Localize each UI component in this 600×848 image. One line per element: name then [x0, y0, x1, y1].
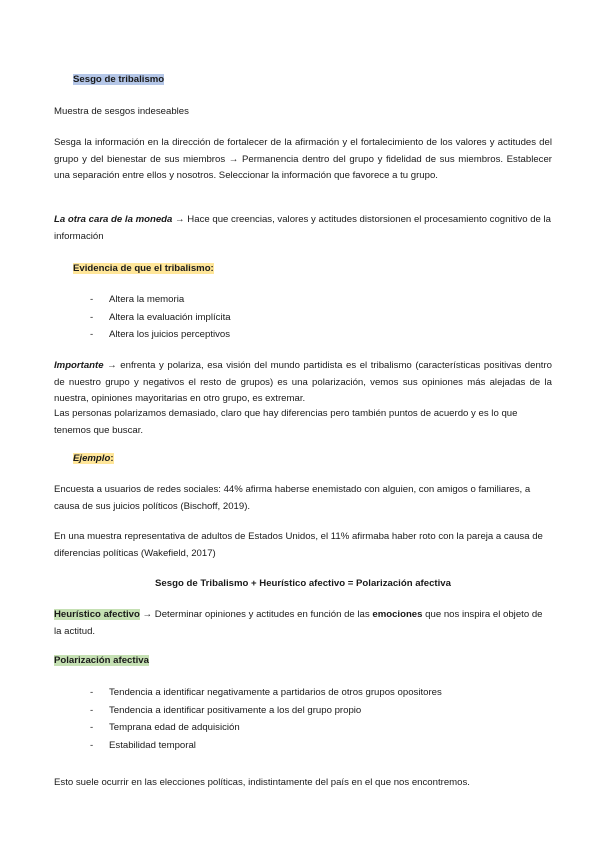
heuristic-text-a: → Determinar opiniones y actitudes en función de las	[139, 609, 373, 620]
list-item: - Tendencia a identificar negativamente a partidarios de otros grupos opositores	[54, 684, 552, 702]
list-item: - Tendencia a identificar positivamente a los del grupo propio	[54, 702, 552, 720]
example-paragraph-1: Encuesta a usuarios de redes sociales: 44% afirma haberse enemistado con alguien, con amigos o familiares, a causa de sus juicios políticos (Bischoff, 2019).	[54, 484, 531, 512]
list-item: - Altera la evaluación implícita	[54, 309, 552, 327]
intro-paragraph: Sesga la información en la dirección de fortalecer de la afirmación y el fortalecimiento de los valores y actitudes del grupo y del bienestar de sus miembros → Permanencia dentro del grupo y fidelidad de sus miembros. Establecer una separación entre ellos y nosotros. Seleccionar la información que favorece a tu grupo.	[54, 137, 552, 181]
example-colon: :	[110, 453, 114, 464]
example-paragraph-2: En una muestra representativa de adultos de Estados Unidos, el 11% afirmaba haber roto con la pareja a causa de diferencias políticas (Wakefield, 2017)	[54, 531, 543, 559]
list-item: - Altera los juicios perceptivos	[54, 326, 552, 344]
equation-line: Sesgo de Tribalismo + Heurístico afectivo = Polarización afectiva	[155, 578, 451, 589]
sample-line: Muestra de sesgos indeseables	[54, 106, 189, 117]
evidence-list	[54, 291, 552, 344]
polarization-list	[54, 684, 552, 754]
example-heading-text: Ejemplo	[73, 453, 111, 464]
important-line2: Las personas polarizamos demasiado, claro que hay diferencias pero también puntos de acuerdo y es lo que tenemos que buscar.	[54, 408, 518, 436]
other-side-text: → Hace que creencias, valores y actitudes distorsionen el procesamiento cognitivo de la información	[54, 214, 551, 242]
other-side-label: La otra cara de la moneda	[54, 214, 173, 225]
example-heading	[73, 451, 571, 468]
other-side-paragraph	[54, 212, 552, 245]
title-highlight: Sesgo de tribalismo	[73, 74, 165, 85]
important-text: → enfrenta y polariza, esa visión del mundo partidista es el tribalismo (características positivas dentro de nuestro grupo y negativos el resto de grupos) es una polarización, vemos sus opiniones más alejadas de la nuestra, opiniones mayoritarias en otro grupo, es extremar.	[54, 360, 552, 404]
evidence-heading	[73, 261, 571, 278]
heuristic-label: Heurístico afectivo	[54, 609, 140, 620]
important-label: Importante	[54, 360, 104, 371]
list-item: - Altera la memoria	[54, 291, 552, 309]
closing-paragraph: Esto suele ocurrir en las elecciones políticas, indistintamente del país en el que nos encontremos.	[54, 777, 470, 788]
heuristic-emphasis: emociones	[372, 609, 423, 620]
example-heading-highlight	[73, 453, 114, 464]
document-title	[73, 72, 571, 89]
list-item: - Estabilidad temporal	[54, 737, 552, 755]
evidence-heading-highlight: Evidencia de que el tribalismo:	[73, 263, 214, 274]
heuristic-paragraph	[54, 607, 552, 640]
heuristic-text-b: que nos inspira el objeto de la actitud.	[54, 609, 543, 637]
polarization-heading-highlight: Polarización afectiva	[54, 655, 149, 666]
important-paragraph	[54, 358, 552, 408]
polarization-heading	[54, 653, 552, 670]
list-item: - Temprana edad de adquisición	[54, 719, 552, 737]
